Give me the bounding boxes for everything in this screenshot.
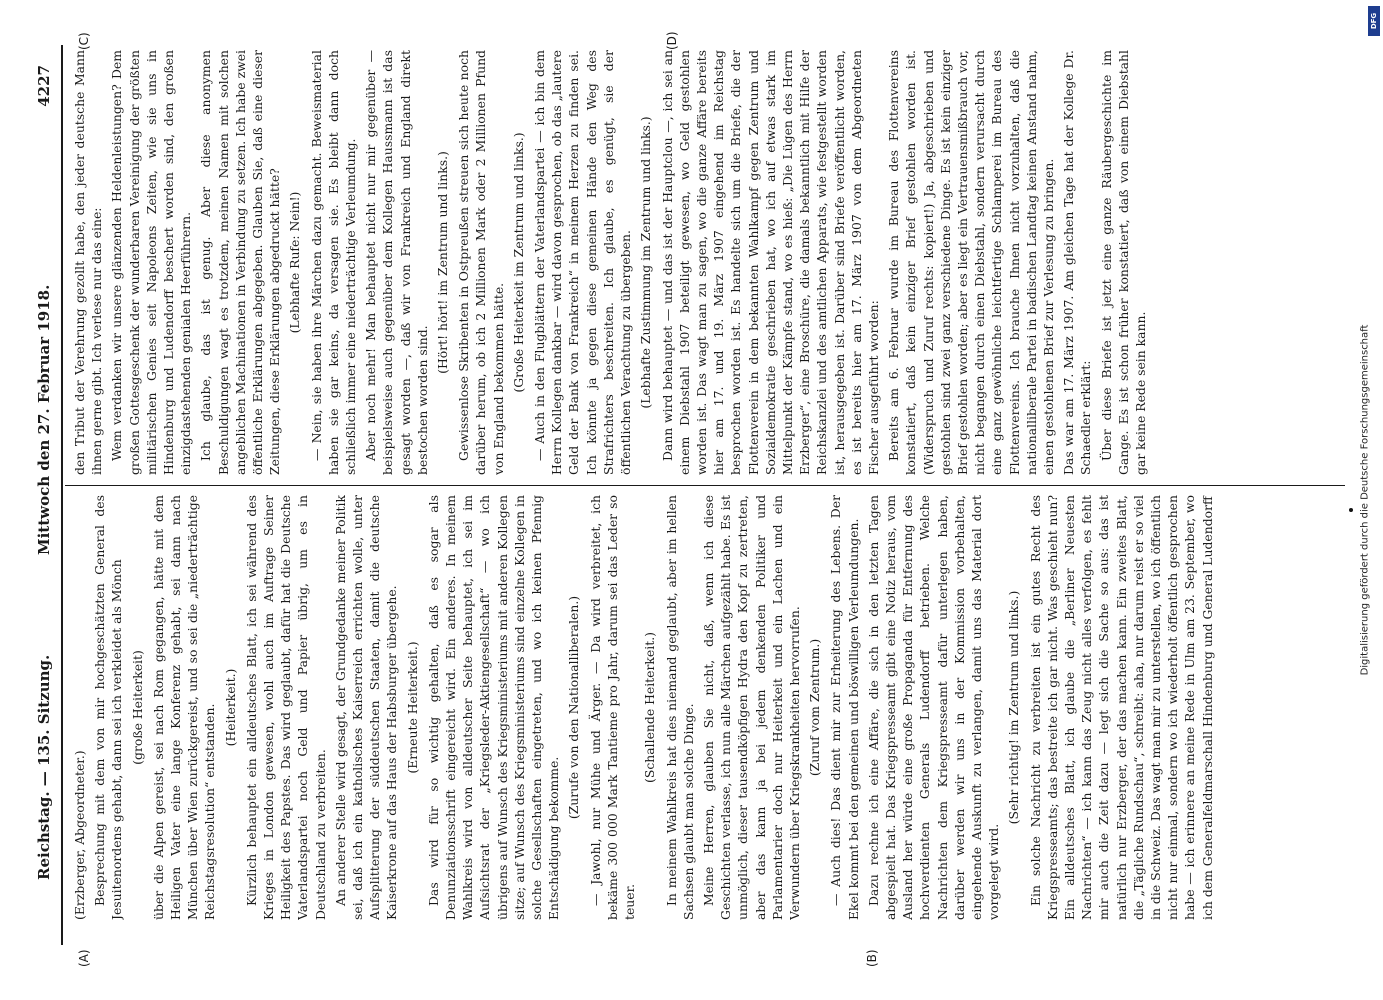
paragraph: Dann wird behauptet — und das ist der Hauptclou —, ich sei an einem Diebstahl 1907 beteiligt gewesen, wo Geld gestohlen worden ist. Das wagt man zu sagen, wo die ganze Affäre bereits hier am 17. und 19. März 1907 eingehend im Reichstag besprochen worden ist. Es handelte sich um die Briefe, die der Flottenverein in dem bekannten Wahlkampf gegen Zentrum und Sozialdemokratie geschrieben hat, wo ich auf etwas stark im Mittelpunkt der Kämpfe stand, wo es hieß: „Die Lügen des Herrn Erzberger“, eine Broschüre, die damals bekanntlich mit Hilfe der Reichskanzlei und des amtlichen Apparats, wie festgestellt worden ist, herausgegeben ist. Darüber sind Briefe veröffentlicht worden, es ist bereits hier am 17. März 1907 von dem Abgeordneten Fischer ausgeführt worden: <box>659 50 881 475</box>
interjection: (Heiterkeit.) <box>222 668 238 747</box>
paragraph: — Auch dies! Das dient mir zur Erheiterung des Lebens. Der Ekel kommt bei den gemeinen und böswilligen Verleumdungen. <box>828 495 861 920</box>
paragraph: — Jawohl, nur Mühe und Ärger. — Da wird verbreitet, ich bekäme 300 000 Mark Tantieme pro Jahr, darum sei das Leder so teuer. <box>587 495 638 920</box>
page-header <box>25 25 65 975</box>
paragraph: den Tribut der Verehrung gezollt habe, den jeder deutsche Mann ihnen gerne gibt. Ich verlese nur das eine: <box>72 50 105 475</box>
page-number: 4227 <box>35 65 53 107</box>
paragraph: Meine Herren, glauben Sie nicht, daß, wenn ich diese Geschichten verlasse, ich nun alle Märchen aufgezählt habe. Es ist unmöglich, dieser tausendköpfigen Hydra den Kopf zu zertreten, aber das kann ja bei jedem denkenden Politiker und Parlamentarier doch nur Heiterkeit und ein Lachen und ein Verwundern über Kriegskrankheiten hervorrufen. <box>700 495 802 920</box>
dfg-logo-icon <box>1368 6 1380 36</box>
dfg-logo-text: DFG <box>1370 12 1378 30</box>
paragraph: In meinem Wahlkreis hat dies niemand geglaubt, aber im hellen Sachsen glaubt man solche Dinge. <box>663 495 696 920</box>
paragraph: Das wird für so wichtig gehalten, daß es sogar als Denunziationsschrift eingereicht wird. Ein anderes. In meinem Wahlkreis wird von alldeutscher Seite behauptet, ich sei im Aufsichtsrat der „Kriegsleder-Aktiengesellschaft“ — wo ich übrigens auf Wunsch des Kriegsministeriums mit anderen Kollegen sitze; auf Wunsch des Kriegsministeriums sind einzelne Kollegen in solche Gesellschaften eingetreten, und wo ich keinen Pfennig Entschädigung bekomme. <box>425 495 562 920</box>
right-column <box>71 50 1341 475</box>
paragraph: An anderer Stelle wird gesagt, der Grundgedanke meiner Politik sei, daß ich ein katholisches Kaiserreich errichten wolle, unter Aufsplitterung der süddeutschen Staaten, damit die deutsche Kaiserkrone auf das Haus der Habsburger übergehe. <box>332 495 400 920</box>
paragraph: Ein solche Nachricht zu verbreiten ist ein gutes Recht des Kriegspresseamts; das bestreite ich gar nicht. Was geschieht nun? Ein alldeutsches Blatt, ich glaube die „Berliner Neuesten Nachrichten“ — ich kann das Zeug nicht alles verfolgen, es fehlt mir auch die Zeit dazu — legt sich die Sache so aus: das ist natürlich nur Erzberger, der das machen kann. Ein zweites Blatt, die „Tägliche Rundschau“, schreibt: aha, nur darum reist er so viel in die Schweiz. Das wagt man mir zu unterstellen, wo ich öffentlich nicht nur einmal, sondern wo ich wiederholt öffentlich gesprochen habe — ich erinnere an meine Rede in Ulm am 23. September, wo ich dem Generalfeldmarschall Hindenburg und General Ludendorff <box>1027 495 1215 920</box>
interjection: (Zurufe von den Nationalliberalen.) <box>566 595 582 820</box>
paragraph: Gewissenlose Skribenten in Ostpreußen streuen sich heute noch darüber herum, ob ich 2 Millionen Mark oder 2 Millionen Pfund von England bekommen hätte. <box>456 50 506 475</box>
interjection: (Sehr richtig! im Zentrum und links.) <box>1006 590 1022 825</box>
paragraph: Ich glaube, das ist genug. Aber diese anonymen Beschuldigungen wagt es trotzdem, meinen Namen mit solchen angeblichen Machinationen in Verbindung zu setzen. Ich habe zwei öffentliche Erklärungen abgegeben. Glauben Sie, daß eine dieser Zeitungen, diese Erklärungen abgedruckt hätte? <box>198 50 283 475</box>
margin-marker-a: (A) <box>77 949 91 967</box>
paragraph: Dazu rechne ich eine Affäre, die sich in den letzten Tagen abgespielt hat. Das Kriegspresseamt gibt eine Notiz heraus, vom Ausland her würde eine große Propaganda für Entfernung des hochverdienten Generals Ludendorff betrieben. Welche Nachrichten dem Kriegspresseamt dafür unterlegen haben, darüber werden wir uns in der Kommission vorbehalten, eingehende Auskunft zu verlangen, damit uns das Material dort vorgelegt wird. <box>865 495 1002 920</box>
margin-marker-c: (C) <box>77 32 91 50</box>
paragraph: — Auch in den Flugblättern der Vaterlandspartei — ich bin dem Herrn Kollegen dankbar — wird davon gesprochen, ob das „lautere Geld der Bank von Frankreich“ in meinem Herzen zu finden sei. Ich könnte ja gegen diese gemeinen Hände den Weg des Strafrichters beschreiten. Ich glaube, es genügt, sie der öffentlichen Verachtung zu übergeben. <box>532 50 634 475</box>
interjection: (Lebhafte Rufe: Nein!) <box>287 191 303 334</box>
interjection: (Lebhafte Zustimmung im Zentrum und links.) <box>638 116 654 409</box>
margin-marker-d: (D) <box>665 31 679 50</box>
rotated-document-page <box>25 25 1355 975</box>
paragraph: Besprechung mit dem von mir hochgeschätzten General des Jesuitenordens gehabt, dann sei ich verkleidet als Mönch <box>92 495 125 920</box>
paragraph: — Nein, sie haben ihre Märchen dazu gemacht. Beweismaterial haben sie gar keins, da versagen sie. Es bleibt dann doch schließlich immer eine niederträchtige Verleumdung. <box>308 50 359 475</box>
interjection: (Hört! hört! im Zentrum und links.) <box>435 151 451 374</box>
margin-marker-b: (B) <box>865 949 879 967</box>
paragraph: Das war am 17. März 1907. Am gleichen Tage hat der Kollege Dr. Schaedler erklärt: <box>1061 50 1094 475</box>
header-date: Mittwoch den 27. Februar 1918. <box>35 284 53 555</box>
interjection: (Große Heiterkeit im Zentrum und links.) <box>510 132 526 393</box>
quoted-paragraph: Über diese Briefe ist jetzt eine ganze Räubergeschichte im Gange. Es ist schon früher konstatiert, daß von einem Diebstahl gar keine Rede sein kann. <box>1098 50 1148 475</box>
credit-text: Digitalisierung gefördert durch die Deutsche Forschungsgemeinschaft <box>1359 324 1371 676</box>
paragraph: über die Alpen gereist, sei nach Rom gegangen, hätte mit dem Heiligen Vater eine lange Konferenz gehabt, sei dann nach München über Wien zurückgereist, und so sei die „niederträchtige Reichstagsresolution“ entstanden. <box>150 495 218 920</box>
header-rule <box>61 45 63 945</box>
left-column <box>71 495 1341 920</box>
interjection: (Erneute Heiterkeit.) <box>404 641 420 774</box>
interjection: (Schallende Heiterkeit.) <box>642 632 658 783</box>
paragraph: Aber noch mehr! Man behauptet nicht nur mir gegenüber — beispielsweise auch gegenüber dem Kollegen Haussmann ist das gesagt worden —, daß wir von Frankreich und England direkt bestochen worden sind. <box>363 50 430 475</box>
paragraph: Kürzlich behauptet ein alldeutsches Blatt, ich sei während des Krieges in London gewesen, wohl auch im Auftrage Seiner Heiligkeit des Papstes. Das wird geglaubt, dafür hat die Deutsche Vaterlandspartei noch Geld und Papier übrig, um es in Deutschland zu verbreiten. <box>243 495 328 920</box>
quoted-paragraph: Wem verdanken wir unsere glänzenden Heldenleistungen? Dem großen Gottesgeschenk der wunderbaren Vereinigung der größten militärischen Genies seit Napoleons Zeiten, wie sie uns in Hindenburg und Ludendorff beschert worden sind, den großen einzigdastehenden genialen Heerführern. <box>109 50 194 475</box>
header-session: Reichstag. — 135. Sitzung. <box>35 654 53 880</box>
column-divider <box>65 485 1345 486</box>
quoted-paragraph: Bereits am 6. Februar wurde im Bureau des Flottenvereins konstatiert, daß kein einziger Brief gestohlen worden ist. (Widerspruch und Zuruf rechts: kopiert!) Ja, abgeschrieben und gestohlen sind zwei ganz verschiedene Dinge. Es ist kein einziger Brief gestohlen worden; aber es liegt ein Vertrauensmißbrauch vor, nicht begangen durch einen Diebstahl, sondern verursacht durch eine ganz gewöhnliche leichtfertige Schlamperei im Bureau des Flottenvereins. Ich brauche Ihnen nicht vorzuhalten, daß die nationalliberale Partei in badischen Landtag keinen Anstand nahm, einen gestohlenen Brief zur Verlesung zu bringen. <box>886 50 1056 475</box>
speaker-label: (Erzberger, Abgeordneter.) <box>72 750 87 920</box>
interjection: (Zuruf vom Zentrum.) <box>807 638 823 777</box>
digitization-credit <box>1352 20 1378 980</box>
interjection: (große Heiterkeit) <box>129 650 145 765</box>
